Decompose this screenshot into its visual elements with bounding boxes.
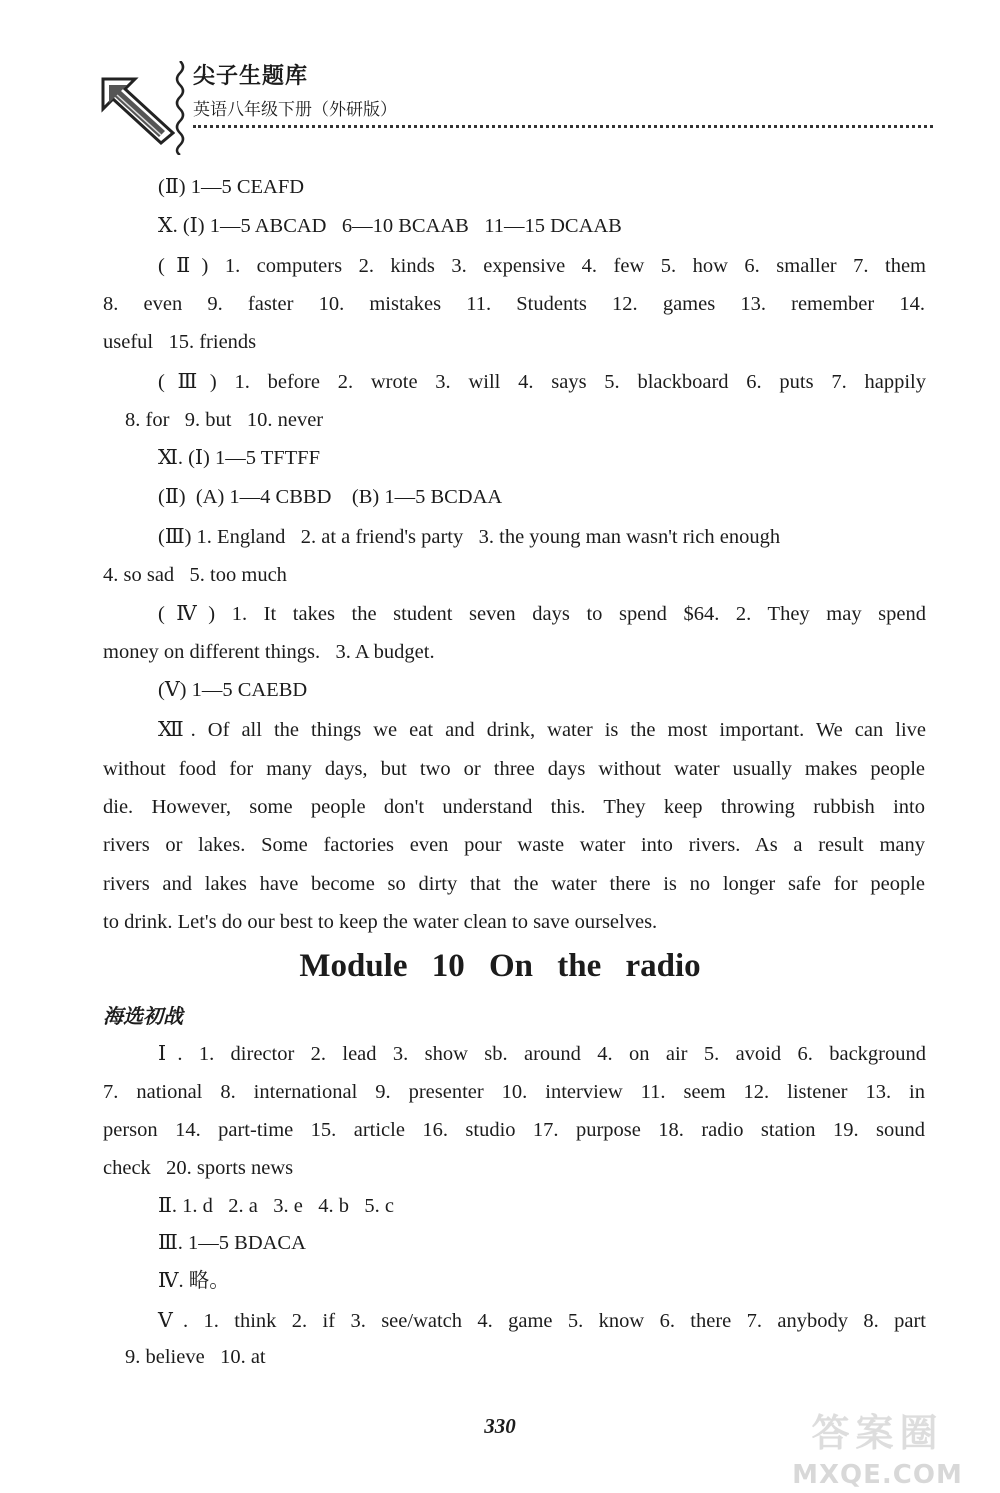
module-answer-line: 7. national 8. international 9. presenter 10. interview 11. seem 12. listener 13. in (103, 1081, 925, 1103)
essay-line: rivers or lakes. Some factories even pour waste water into rivers. As a result many (103, 834, 925, 856)
answer-line: money on different things. 3. A budget. (103, 641, 435, 663)
module-answer-line: check 20. sports news (103, 1157, 294, 1179)
answer-line: Ⅹ. (Ⅰ) 1—5 ABCAD 6—10 BCAAB 11—15 DCAAB (158, 215, 622, 237)
essay-line: Ⅻ. Of all the things we eat and drink, water is the most important. We can live (158, 719, 926, 741)
answer-line: (Ⅱ) (A) 1—4 CBBD (B) 1—5 BCDAA (158, 486, 503, 508)
answer-line: (Ⅱ) 1. computers 2. kinds 3. expensive 4. few 5. how 6. smaller 7. them (158, 255, 926, 277)
answer-line: useful 15. friends (103, 331, 257, 353)
module-answer-line: Ⅲ. 1—5 BDACA (158, 1232, 306, 1254)
essay-line: die. However, some people don't understand this. They keep throwing rubbish into (103, 796, 925, 818)
essay-line: rivers and lakes have become so dirty that the water there is no longer safe for people (103, 873, 925, 895)
watermark-logo (760, 1402, 995, 1490)
answer-line: (Ⅳ) 1. It takes the student seven days to spend $64. 2. They may spend (158, 603, 926, 625)
wavy-divider-icon (173, 61, 187, 155)
essay-line: without food for many days, but two or three days without water usually makes people (103, 758, 925, 780)
watermark-cn: 答案圈 (811, 1411, 944, 1455)
answer-line: 8. even 9. faster 10. mistakes 11. Students 12. games 13. remember 14. (103, 293, 925, 315)
series-brand: 尖子生题库 (193, 64, 309, 89)
answer-line: Ⅺ. (Ⅰ) 1—5 TFTFF (158, 447, 320, 469)
module-answer-line: Ⅱ. 1. d 2. a 3. e 4. b 5. c (158, 1195, 394, 1217)
answer-line: (Ⅴ) 1—5 CAEBD (158, 679, 308, 701)
book-subtitle: 英语八年级下册（外研版） (193, 100, 397, 120)
module-answer-line: person 14. part-time 15. article 16. studio 17. purpose 18. radio station 19. sound (103, 1119, 925, 1141)
watermark-url: MXQE.COM (792, 1460, 963, 1490)
module-answer-line: Ⅳ. 略。 (158, 1270, 230, 1292)
page-header (95, 55, 935, 155)
answer-line: (Ⅲ) 1. England 2. at a friend's party 3. the young man wasn't rich enough (158, 526, 781, 548)
answer-line: (Ⅲ) 1. before 2. wrote 3. will 4. says 5. blackboard 6. puts 7. happily (158, 371, 926, 393)
section-label: 海选初战 (103, 1004, 183, 1028)
header-dotted-rule (193, 125, 933, 128)
arrow-logo-icon (95, 75, 175, 145)
page-number: 330 (484, 1414, 516, 1438)
answer-line: 4. so sad 5. too much (103, 564, 287, 586)
module-title: Module 10 On the radio (299, 948, 701, 984)
module-answer-line: Ⅴ. 1. think 2. if 3. see/watch 4. game 5. know 6. there 7. anybody 8. part (158, 1310, 926, 1332)
answer-line: 8. for 9. but 10. never (125, 409, 324, 431)
module-answer-line: Ⅰ. 1. director 2. lead 3. show sb. around 4. on air 5. avoid 6. background (158, 1043, 926, 1065)
module-answer-line: 9. believe 10. at (125, 1346, 266, 1368)
essay-line: to drink. Let's do our best to keep the water clean to save ourselves. (103, 911, 658, 933)
answer-line: (Ⅱ) 1—5 CEAFD (158, 176, 305, 198)
